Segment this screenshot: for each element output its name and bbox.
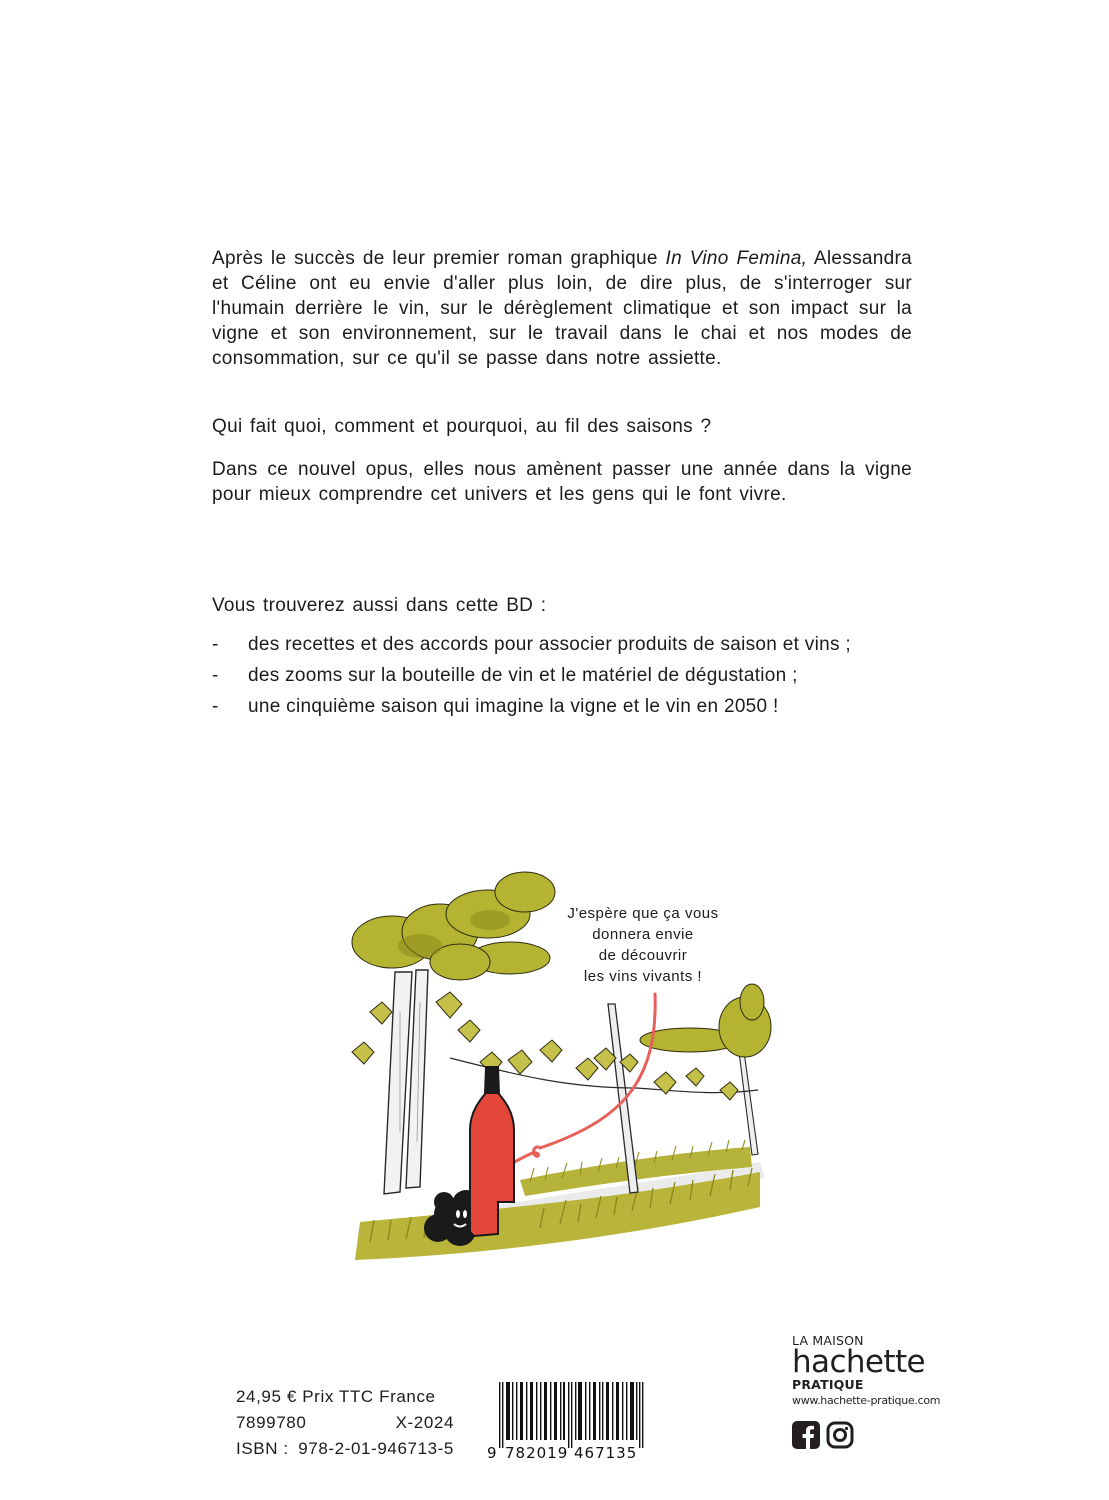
isbn-row xyxy=(236,1436,454,1462)
publisher-line-1: LA MAISON xyxy=(792,1333,864,1348)
social-icons xyxy=(792,1421,962,1449)
publisher-name: hachette xyxy=(792,1344,925,1380)
intro-paragraph-3: Dans ce nouvel opus, elles nous amènent passer une année dans la vigne pour mieux comprendre cet univers et les gens qui le font vivre. xyxy=(212,459,912,505)
intro-text-start: Après le succès de leur premier roman graphique xyxy=(212,248,666,269)
product-code: 7899780 xyxy=(236,1413,307,1432)
isbn-barcode xyxy=(487,1382,687,1460)
speech-line: de découvrir xyxy=(598,947,688,964)
publisher-website-link[interactable]: www.hachette-pratique.com xyxy=(792,1394,941,1407)
speech-line: donnera envie xyxy=(592,926,694,943)
code-row xyxy=(236,1410,454,1436)
publisher-line-3: PRATIQUE xyxy=(792,1377,864,1392)
publisher-logo-block xyxy=(792,1334,962,1449)
bullet-dash: - xyxy=(212,696,219,717)
speech-line: les vins vivants ! xyxy=(583,968,703,985)
edition-date: X-2024 xyxy=(395,1413,454,1432)
extras-item-text: des zooms sur la bouteille de vin et le matériel de dégustation ; xyxy=(248,665,798,686)
intro-paragraph-2: Qui fait quoi, comment et pourquoi, au fil des saisons ? xyxy=(212,416,712,437)
speech-bubble-text xyxy=(548,903,738,987)
extras-list-item xyxy=(212,663,912,688)
isbn-value: 978-2-01-946713-5 xyxy=(298,1439,454,1458)
extras-list-item xyxy=(212,632,912,657)
barcode-digit-first: 9 xyxy=(487,1444,497,1460)
speech-line: J'espère que ça vous xyxy=(567,905,719,922)
extras-item-text: une cinquième saison qui imagine la vigne et le vin en 2050 ! xyxy=(248,696,779,717)
intro-text-rest: Alessandra et Céline ont eu envie d'aller plus loin, de dire plus, de s'interroger sur l'humain derrière le vin, sur le dérèglement climatique et son impact sur la vigne et son environnement, sur le travail dans le chai et nos modes de consommation, sur ce qu'il se passe dans notre assiette. xyxy=(212,248,912,369)
bullet-dash: - xyxy=(212,665,219,686)
intro-paragraph-1 xyxy=(212,246,912,371)
facebook-icon[interactable] xyxy=(792,1421,820,1449)
price-row xyxy=(236,1384,454,1410)
extras-list xyxy=(212,632,912,725)
isbn-label: ISBN : xyxy=(236,1439,289,1458)
book-title-reference: In Vino Femina, xyxy=(665,248,808,269)
bullet-dash: - xyxy=(212,634,219,655)
barcode-digits-left: 782019 xyxy=(505,1444,569,1460)
instagram-icon[interactable] xyxy=(826,1421,854,1449)
extras-list-item xyxy=(212,694,912,719)
extras-heading: Vous trouverez aussi dans cette BD : xyxy=(212,595,547,616)
price-text: 24,95 € Prix TTC France xyxy=(236,1387,436,1406)
price-info xyxy=(236,1384,454,1462)
extras-item-text: des recettes et des accords pour associer produits de saison et vins ; xyxy=(248,634,851,655)
barcode-digits-right: 467135 xyxy=(574,1444,638,1460)
